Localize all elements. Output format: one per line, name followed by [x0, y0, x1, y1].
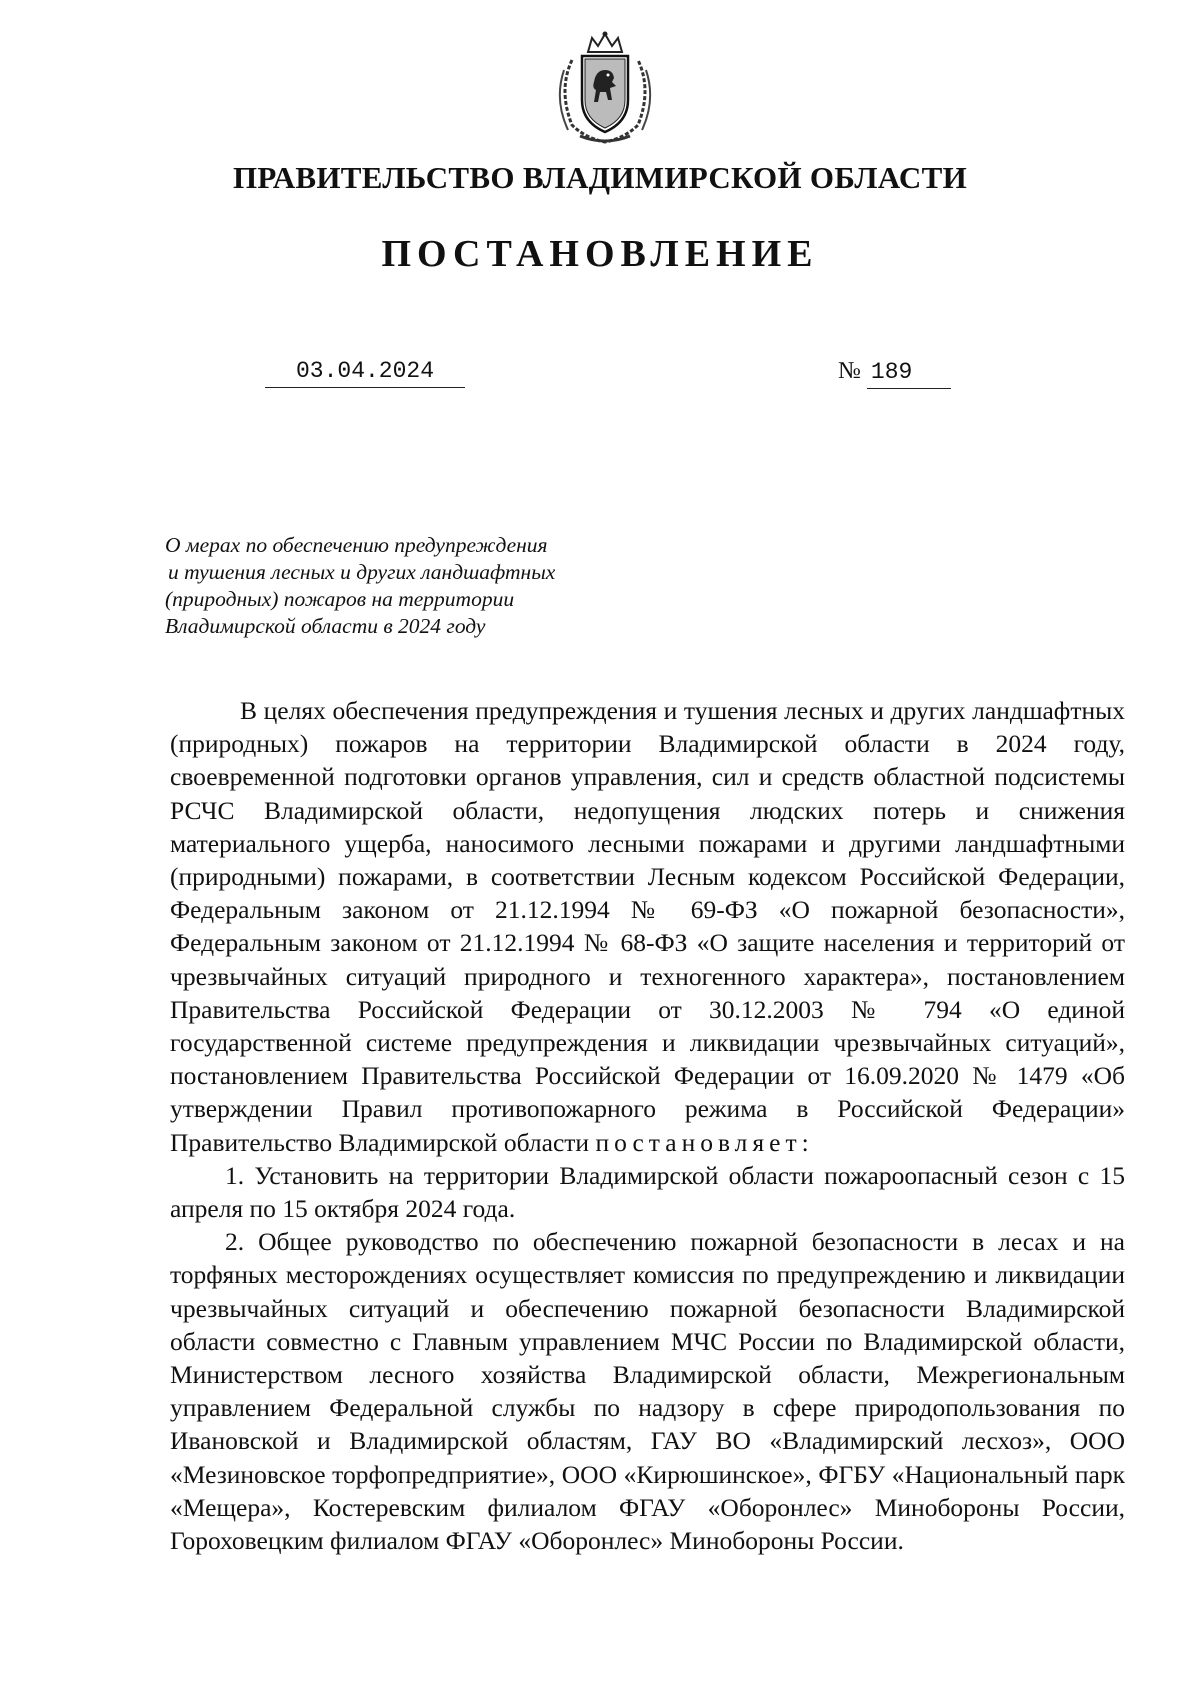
clause-1: 1. Установить на территории Владимирской области пожароопасный сезон с 15 апреля по 15 октября 2024 года.	[170, 1160, 1125, 1224]
government-title: ПРАВИТЕЛЬСТВО ВЛАДИМИРСКОЙ ОБЛАСТИ	[233, 160, 967, 195]
document-number-field	[838, 358, 951, 389]
subject-line: Владимирской области в 2024 году	[165, 614, 486, 638]
document-subject	[165, 532, 555, 640]
subject-line: и тушения лесных и других ландшафтных	[168, 560, 556, 584]
coat-of-arms-icon	[550, 30, 660, 148]
preamble-text: В целях обеспечения предупреждения и тушения лесных и других ландшафтных (природных) пожаров на территории Владимирской области в 2024 году, своевременной подготовки органов управления, сил и средств областной подсистемы РСЧС Владимирской области, недопущения людских потерь и снижения материального ущерба, наносимого лесными пожарами и другими ландшафтными (природными) пожарами, в соответствии Лесным кодексом Российской Федерации, Федеральным законом от 21.12.1994 № 69-ФЗ «О пожарной безопасности», Федеральным законом от 21.12.1994 № 68-ФЗ «О защите населения и территорий от чрезвычайных ситуаций природного и техногенного характера», постановлением Правительства Российской Федерации от 30.12.2003 № 794 «О единой государственной системе предупреждения и ликвидации чрезвычайных ситуаций», постановлением Правительства Российской Федерации от 16.09.2020 № 1479 «Об утверждении Правил противопожарного режима в Российской Федерации» Правительство Владимирской области	[170, 696, 1125, 1157]
document-date: 03.04.2024	[265, 358, 465, 388]
subject-line: О мерах по обеспечению предупреждения	[165, 533, 548, 557]
document-type: ПОСТАНОВЛЕНИЕ	[381, 233, 819, 275]
preamble-paragraph	[170, 694, 1125, 1159]
clause-2: 2. Общее руководство по обеспечению пожарной безопасности в лесах и на торфяных месторождениях осуществляет комиссия по предупреждению и ликвидации чрезвычайных ситуаций и обеспечению пожарной безопасности Владимирской области совместно с Главным управлением МЧС России по Владимирской области, Министерством лесного хозяйства Владимирской области, Межрегиональным управлением Федеральной службы по надзору в сфере природопользования по Ивановской и Владимирской областям, ГАУ ВО «Владимирский лесхоз», ООО «Мезиновское торфопредприятие», ООО «Кирюшинское», ФГБУ «Национальный парк «Мещера», Костеревским филиалом ФГАУ «Оборонлес» Минобороны России, Гороховецким филиалом ФГАУ «Оборонлес» Минобороны России.	[170, 1227, 1125, 1556]
subject-line: (природных) пожаров на территории	[165, 587, 515, 611]
number-sign: №	[838, 358, 861, 384]
document-number: 189	[867, 359, 951, 389]
decree-word: постановляет:	[595, 1127, 814, 1157]
document-body	[170, 694, 1125, 1557]
